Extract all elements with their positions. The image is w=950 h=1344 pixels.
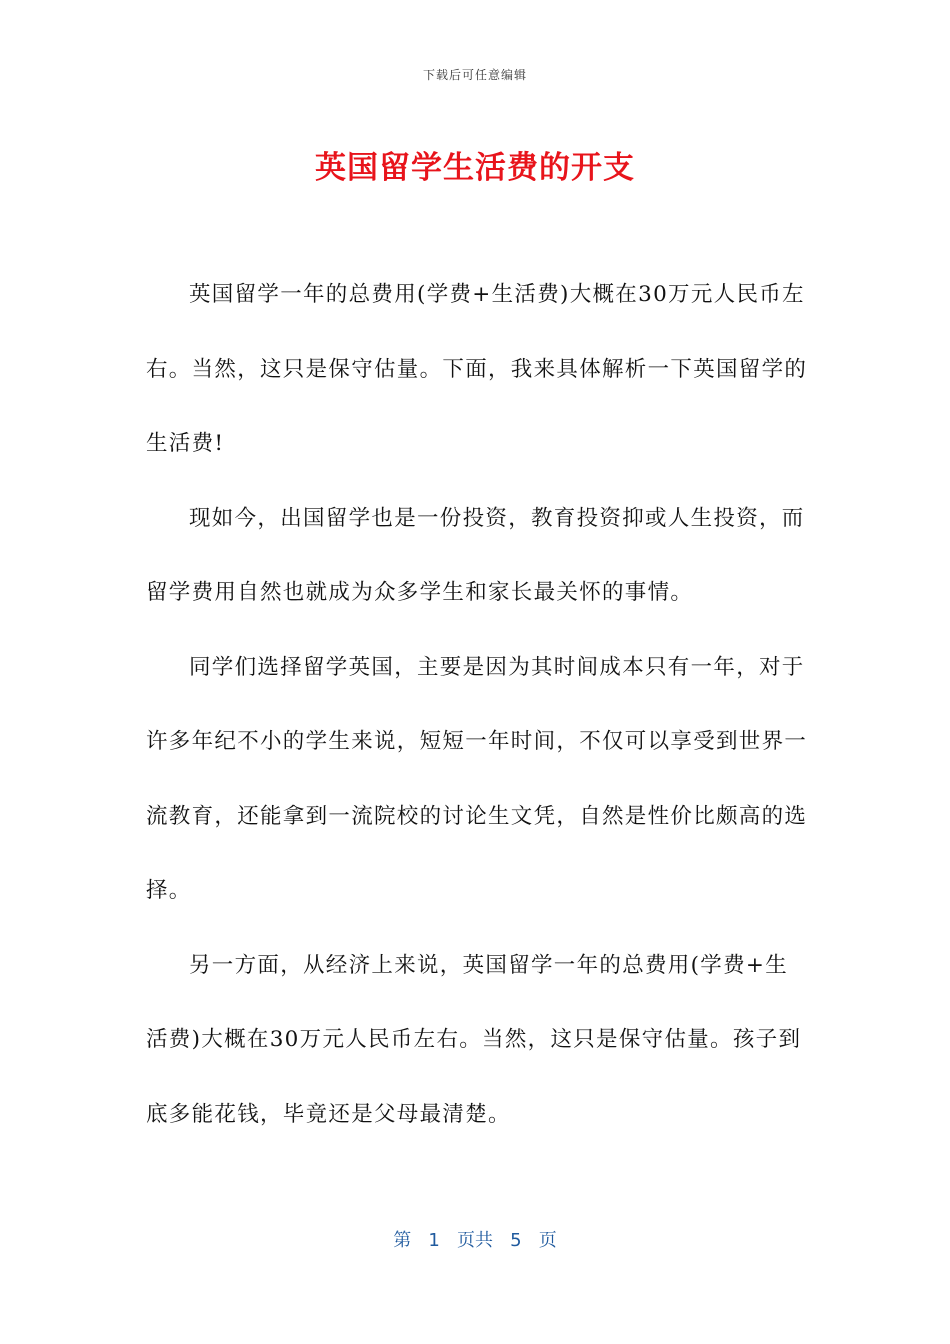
header-note: 下载后可任意编辑 (422, 68, 527, 82)
page-suffix: 页 (538, 1230, 557, 1251)
page-number: 1 (428, 1230, 440, 1251)
total-pages: 5 (510, 1230, 522, 1251)
document-title: 英国留学生活费的开支 (315, 150, 635, 186)
page-mid: 页共 (457, 1230, 493, 1251)
page-prefix: 第 (393, 1230, 412, 1251)
paragraph-2: 现如今，出国留学也是一份投资，教育投资抑或人生投资，而留学费用自然也就成为众多学生和家长最关怀的事情。 (146, 505, 805, 605)
paragraph-1: 英国留学一年的总费用(学费+生活费)大概在30万元人民币左右。当然，这只是保守估量。下面，我来具体解析一下英国留学的生活费! (146, 282, 808, 456)
paragraph-4: 另一方面，从经济上来说，英国留学一年的总费用(学费+生活费)大概在30万元人民币左右。当然，这只是保守估量。孩子到底多能花钱，毕竟还是父母最清楚。 (146, 952, 802, 1127)
document-body (146, 258, 808, 1152)
page-footer (0, 1226, 950, 1252)
paragraph-3: 同学们选择留学英国，主要是因为其时间成本只有一年，对于许多年纪不小的学生来说，短短一年时间，不仅可以享受到世界一流教育，还能拿到一流院校的讨论生文凭，自然是性价比颇高的选择。 (146, 654, 808, 903)
